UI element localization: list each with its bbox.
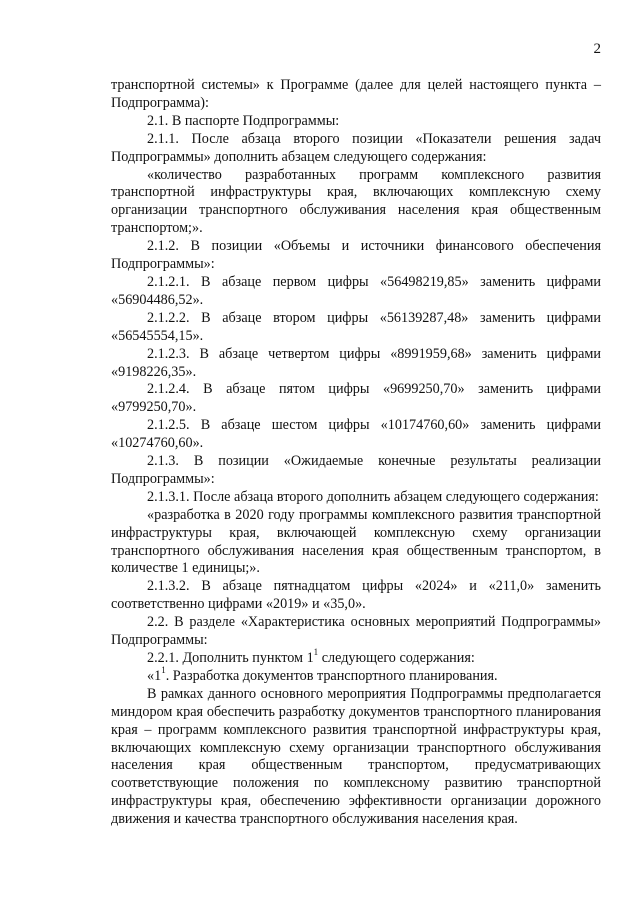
paragraph-add-point [111,647,601,668]
paragraph: 2.1.3. В позиции «Ожидаемые конечные результаты реализации Подпрограммы»: [111,453,601,487]
paragraph: 2.1.2.3. В абзаце четвертом цифры «8991959,68» заменить цифрами «9198226,35». [111,345,601,380]
paragraph: В рамках данного основного мероприятия Подпрограммы предполагается миндором края обеспечить разработку документов транспортного планирования края – программ комплексного развития транспортной инфраструктуры края, включающих комплексную схему организации транспортного обслуживания населения края общественным транспортом, предусматривающих соответствующие положения по комплексному развитию транспортной инфраструктуры края, обеспечению эффективности организации дорожного движения и качества транспортного обслуживания населения края. [111,685,601,828]
paragraph: 2.1.3.1. После абзаца второго дополнить абзацем следующего содержания: [147,488,599,505]
paragraph: 2.1.2.5. В абзаце шестом цифры «10174760,60» заменить цифрами «10274760,60». [111,417,601,452]
paragraph: 2.1.1. После абзаца второго позиции «Показатели решения задач Подпрограммы» дополнить абзацем следующего содержания: [111,130,601,165]
text-fragment: следующего содержания: [318,650,475,666]
paragraph: 2.1. В паспорте Подпрограммы: [147,112,340,129]
text-fragment: 2.2.1. Дополнить пунктом 1 [147,650,314,666]
paragraph: 2.1.2.2. В абзаце втором цифры «56139287,48» заменить цифрами «56545554,15». [111,309,601,344]
paragraph: 2.1.2.4. В абзаце пятом цифры «9699250,70» заменить цифрами «9799250,70». [111,381,601,416]
paragraph: транспортной системы» к Программе (далее для целей настоящего пункта – Подпрограмма): [111,77,601,111]
paragraph: 2.2. В разделе «Характеристика основных мероприятий Подпрограммы» Подпрограммы: [111,614,601,649]
superscript: 1 [313,647,319,658]
paragraph: 2.1.2.1. В абзаце первом цифры «56498219,85» заменить цифрами «56904486,52». [111,273,601,308]
text-fragment: . Разработка документов транспортного планирования. [165,667,498,684]
superscript: 1 [161,665,166,676]
document-body [111,77,601,829]
paragraph: «разработка в 2020 году программы комплексного развития транспортной инфраструктуры края, включающей комплексную схему организации транспортного обслуживания населения края общественным транспортом, в количестве 1 единицы;». [111,506,601,577]
paragraph-point-heading [111,665,601,686]
paragraph: 2.1.2. В позиции «Объемы и источники финансового обеспечения Подпрограммы»: [111,238,601,273]
paragraph: 2.1.3.2. В абзаце пятнадцатом цифры «2024» и «211,0» заменить соответственно цифрами «2019» и «35,0». [111,578,601,613]
paragraph: «количество разработанных программ комплексного развития транспортной инфраструктуры края, включающих комплексную схему организации транспортного обслуживания населения края общественным транспортом;». [111,166,601,237]
text-fragment: «1 [147,667,162,684]
page-number: 2 [593,41,601,57]
